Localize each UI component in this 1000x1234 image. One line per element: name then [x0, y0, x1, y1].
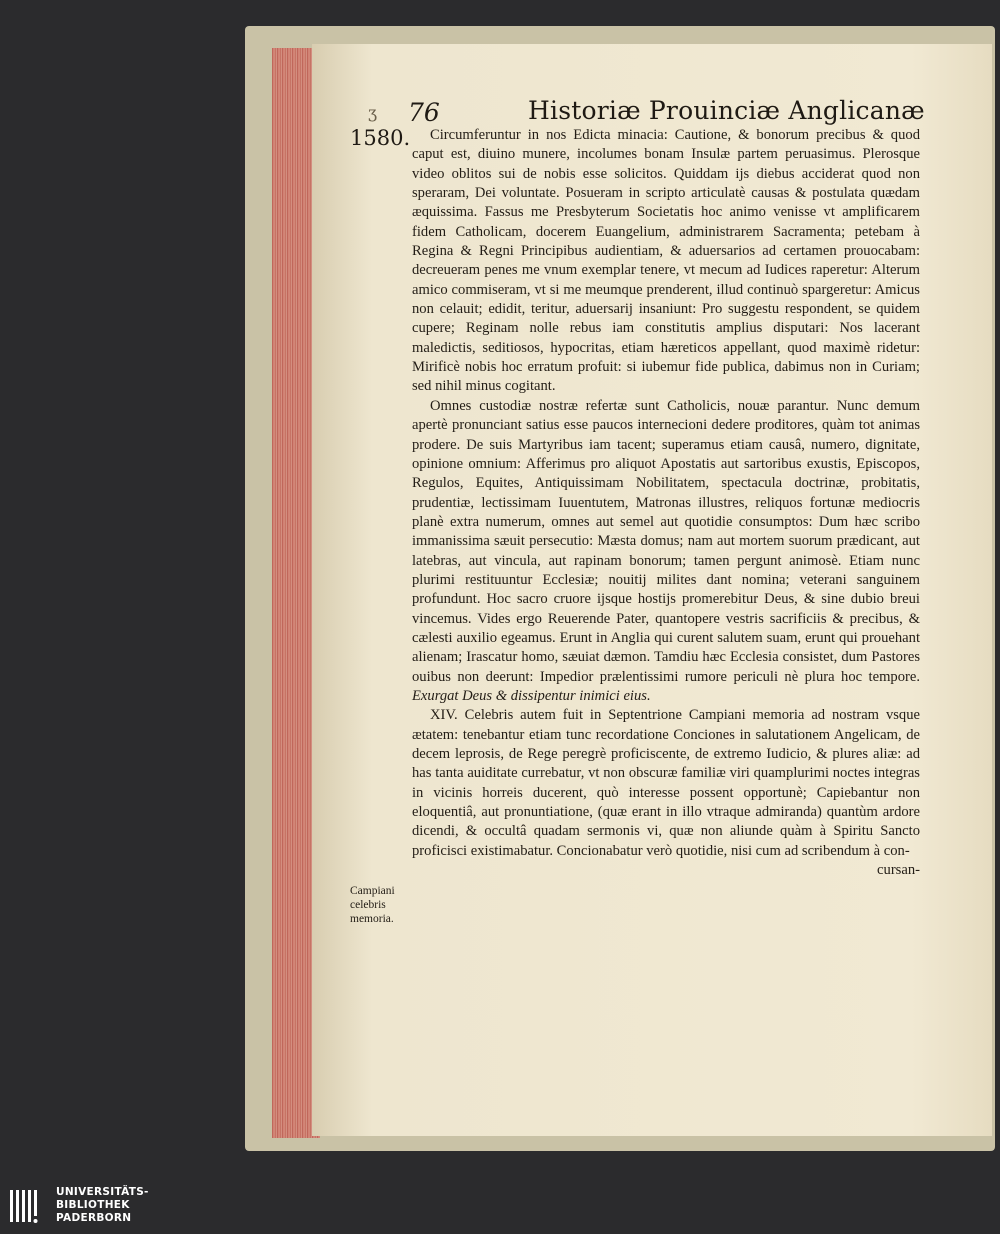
paragraph-2	[412, 397, 920, 707]
margin-marker: ʒ	[368, 103, 378, 122]
paragraph-2-text: Omnes custodiæ nostræ refertæ sunt Catholicis, nouæ parantur. Nunc demum apertè pronunciant satius esse paucos internecioni dedere proditores, quàm tot animas prodere. De suis Martyribus iam tacent; superamus etiam causâ, numero, dignitate, opinione omnium: Afferimus pro aliquot Apostatis aut sartoribus exustis, Episcopos, Regulos, Equites, Antiquissimam Nobilitatem, spectacula doctrinæ, probitatis, prudentiæ, lectissimam Iuuentutem, Matronas illustres, reliquos fortunæ mediocris planè extra numerum, omnes aut semel aut quotidie consumptos: Dum hæc scribo immanissima sæuit persecutio: Mæsta domus; nam aut mortem suorum prædicant, aut latebras, aut vincula, aut rapinam bonorum; tamen pergunt animosè. Etiam nunc plurimi restituuntur Ecclesiæ; nouitij milites dant nomina; veterani sanguinem profundunt. Hoc sacro cruore ijsque hostijs promerebitur Deus, & sine dubio breui vincemus. Vides ergo Reuerende Pater, quantopere vestris sacrificiis & precibus, & cælesti auxilio egeamus. Erunt in Anglia qui curent salutem suam, erunt qui prouehant alienam; Irascatur homo, sæuiat dæmon. Tamdiu hæc Ecclesia consistet, dum Pastores ouibus non deerunt: Impedior prælentissimi rumore periculi nè plura hoc tempore.	[412, 397, 920, 685]
margin-note	[350, 884, 408, 926]
library-line: UNIVERSITÄTS-	[56, 1186, 149, 1198]
paragraph-3: XIV. Celebris autem fuit in Septentrione Campiani memoria ad nostram vsque ætatem: tenebantur etiam tunc recordatione Conciones in salutationem Angelicam, de decem leprosis, de Rege peregrè proficiscente, de extremo Iudicio, & plures aliæ: ad has tanta auiditate currebatur, vt non obscuræ familiæ viri quamplurimi noctes integras in vicinis horreis ducerent, quò interesse possent opportunè; Capiebantur non eloquentiâ, aut pronuntiatione, (quæ erant in illo vtraque admiranda) quantùm ardore dicendi, & occultâ quadam sermonis vi, quæ non aliunde quàm à Spiritu Sancto proficisci existimabatur. Concionabatur verò quotidie, nisi cum ad scribendum à con-	[412, 707, 920, 859]
footer-bar	[0, 1178, 1000, 1234]
library-line: BIBLIOTHEK	[56, 1199, 130, 1211]
library-name	[56, 1186, 149, 1225]
margin-note-line: memoria.	[350, 913, 394, 925]
library-line: PADERBORN	[56, 1212, 132, 1224]
margin-note-line: celebris	[350, 899, 386, 911]
running-title: Historiæ Prouinciæ Anglicanæ	[528, 96, 925, 125]
margin-note-line: Campiani	[350, 885, 395, 897]
paragraph-1: Circumferuntur in nos Edicta minacia: Cautione, & bonorum precibus & quod caput est, diuino munere, incolumes bonam Insulæ partem peruasimus. Plerosque video oblitos sui de nobis esse solicitos. Quiddam ijs diebus acciderat quod non speraram, Dei voluntate. Posueram in scripto articulatè causas & postulata quædam æquissima. Fassus me Presbyterum Societatis hoc animo venisse vt amplificarem fidem Catholicam, docerem Euangelium, administrarem Sacramenta; petebam à Regina & Regni Principibus audientiam, & aduersarios ad certamen prouocabam: decreueram penes me vnum exemplar tenere, vt mecum ad Iudices raperetur: Alterum amico commiseram, vt si me meumque prenderent, illud continuò spargeretur: Amicus non celauit; edidit, teritur, aduersarij insaniunt: Pro suggestu respondent, se quidem cupere; Reginam nolle rebus iam constitutis amplius disputari: Nos lacerant maledictis, seditiosos, hypocritas, etiam hæreticos appellant, quod maximè ridetur: Mirificè nobis hoc erratum profuit: si iubemur fide publica, dabimus non in Curiam; sed nihil minus cogitant.	[412, 127, 920, 395]
closing-quote: Exurgat Deus & dissipentur inimici eius.	[412, 687, 651, 704]
year-marginal: 1580.	[350, 126, 411, 150]
library-logo-icon	[8, 1186, 44, 1226]
page-number: 76	[408, 98, 440, 127]
catchword: cursan-	[877, 862, 920, 879]
body-text	[412, 126, 920, 880]
